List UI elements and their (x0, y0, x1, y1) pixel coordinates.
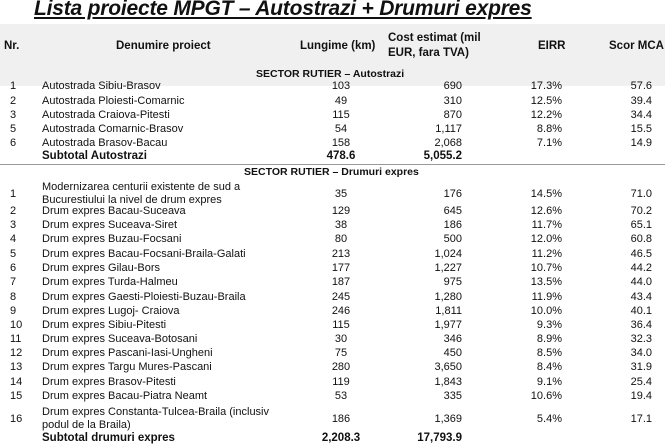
row-number: 1 (10, 188, 17, 200)
row-eirr: 8.5% (536, 347, 562, 359)
row-number: 4 (10, 233, 17, 245)
subtotal-express-length: 2,208.3 (321, 432, 361, 444)
row-mca: 34.0 (630, 347, 652, 359)
row-length: 30 (334, 333, 348, 345)
row-name: Drum expres Suceava-Siret (42, 219, 178, 231)
row-name-line1: Modernizarea centurii existente de sud a (42, 181, 241, 193)
section-divider (0, 164, 665, 165)
row-cost: 3,650 (434, 361, 462, 373)
subtotal-express-label: Subtotal drumuri expres (42, 432, 175, 444)
row-cost: 1,843 (434, 376, 462, 388)
row-mca: 39.4 (630, 95, 652, 107)
row-number: 7 (10, 276, 17, 288)
row-number: 12 (10, 347, 23, 359)
row-length: 54 (334, 123, 348, 135)
row-number: 6 (10, 137, 17, 149)
header-cost: Cost estimat (mil EUR, fara TVA) (388, 32, 481, 59)
row-mca: 44.2 (630, 262, 652, 274)
row-cost: 645 (443, 205, 462, 217)
row-cost: 1,280 (434, 291, 462, 303)
row-number: 5 (10, 123, 17, 135)
subtotal-express-cost: 17,793.9 (417, 432, 462, 444)
row-number: 2 (10, 205, 17, 217)
row-name: Drum expres Gaesti-Ploiesti-Buzau-Braila (42, 291, 246, 303)
row-name: Autostrada Brasov-Bacau (42, 137, 168, 149)
row-name-line2: podul de la Braila) (42, 419, 131, 431)
row-name-line2: Bucurestiului la nivel de drum expres (42, 194, 222, 206)
row-cost: 1,117 (435, 123, 462, 135)
row-mca: 65.1 (630, 219, 652, 231)
row-mca: 57.6 (630, 80, 652, 92)
row-eirr: 10.7% (530, 262, 562, 274)
subtotal-motorways-label: Subtotal Autostrazi (42, 150, 147, 162)
row-name: Drum expres Bacau-Focsani-Braila-Galati (42, 248, 246, 260)
page-title: Lista proiecte MPGT – Autostrazi + Drumuri expres (34, 0, 532, 20)
row-cost: 1,811 (435, 305, 462, 317)
row-name: Drum expres Gilau-Bors (42, 262, 160, 274)
row-number: 8 (10, 291, 17, 303)
row-mca: 31.9 (630, 361, 652, 373)
row-eirr: 9.1% (536, 376, 562, 388)
row-length: 80 (334, 233, 348, 245)
row-cost: 1,369 (434, 413, 462, 425)
row-name: Drum expres Sibiu-Pitesti (42, 319, 167, 331)
row-length: 158 (331, 137, 351, 149)
row-cost: 870 (443, 109, 462, 121)
row-name: Drum expres Suceava-Botosani (42, 333, 198, 345)
row-mca: 43.4 (630, 291, 652, 303)
section-motorways: SECTOR RUTIER – Autostrazi (256, 68, 405, 80)
row-cost: 2,068 (434, 137, 462, 149)
row-eirr: 10.0% (530, 305, 562, 317)
row-eirr: 12.2% (530, 109, 562, 121)
row-eirr: 7.1% (536, 137, 562, 149)
row-mca: 14.9 (630, 137, 652, 149)
row-length: 186 (331, 413, 351, 425)
header-length: Lungime (km) (300, 40, 376, 52)
row-number: 1 (10, 80, 17, 92)
row-name: Autostrada Comarnic-Brasov (42, 123, 184, 135)
row-number: 6 (10, 262, 17, 274)
row-number: 15 (10, 390, 23, 402)
row-name: Drum expres Targu Mures-Pascani (42, 361, 212, 373)
row-cost: 346 (443, 333, 462, 345)
row-eirr: 8.8% (536, 123, 562, 135)
row-eirr: 10.6% (530, 390, 562, 402)
row-length: 177 (331, 262, 351, 274)
row-name: Autostrada Sibiu-Brasov (42, 80, 161, 92)
row-length: 49 (334, 95, 348, 107)
row-eirr: 11.9% (531, 291, 562, 303)
row-number: 5 (10, 248, 17, 260)
row-mca: 32.3 (630, 333, 652, 345)
row-number: 16 (10, 413, 23, 425)
row-cost: 310 (443, 95, 462, 107)
row-number: 3 (10, 219, 17, 231)
row-length: 280 (331, 361, 351, 373)
header-nr: Nr. (4, 40, 20, 52)
row-mca: 36.4 (630, 319, 652, 331)
header-name: Denumire proiect (116, 40, 211, 52)
row-eirr: 13.5% (530, 276, 562, 288)
header-eirr: EIRR (538, 40, 566, 52)
row-cost: 1,227 (434, 262, 462, 274)
row-eirr: 17.3% (530, 80, 562, 92)
row-eirr: 8.4% (536, 361, 562, 373)
row-number: 13 (10, 361, 23, 373)
row-name: Drum expres Lugoj- Craiova (42, 305, 180, 317)
row-mca: 60.8 (630, 233, 652, 245)
row-cost: 1,024 (434, 248, 462, 260)
row-mca: 70.2 (630, 205, 652, 217)
row-cost: 500 (443, 233, 462, 245)
row-length: 38 (334, 219, 348, 231)
row-eirr: 12.6% (530, 205, 562, 217)
row-name: Drum expres Brasov-Pitesti (42, 376, 176, 388)
row-name: Drum expres Pascani-Iasi-Ungheni (42, 347, 213, 359)
section-express: SECTOR RUTIER – Drumuri expres (244, 166, 419, 178)
row-length: 187 (331, 276, 351, 288)
row-number: 11 (10, 333, 22, 345)
row-eirr: 5.4% (536, 413, 562, 425)
row-length: 115 (332, 319, 350, 331)
row-length: 246 (331, 305, 351, 317)
row-cost: 975 (443, 276, 462, 288)
row-cost: 186 (443, 219, 462, 231)
row-eirr: 9.3% (536, 319, 562, 331)
row-eirr: 14.5% (530, 188, 562, 200)
row-number: 2 (10, 95, 17, 107)
row-name: Drum expres Bacau-Suceava (42, 205, 186, 217)
row-length: 119 (332, 376, 350, 388)
row-cost: 450 (443, 347, 462, 359)
row-name: Drum expres Turda-Halmeu (42, 276, 178, 288)
row-cost: 176 (443, 188, 462, 200)
row-name: Autostrada Craiova-Pitesti (42, 109, 170, 121)
row-eirr: 11.2% (531, 248, 562, 260)
subtotal-motorways-length: 478.6 (326, 150, 356, 162)
row-number: 9 (10, 305, 17, 317)
row-name: Drum expres Buzau-Focsani (42, 233, 182, 245)
row-length: 129 (331, 205, 351, 217)
row-length: 35 (334, 188, 348, 200)
row-eirr: 11.7% (531, 219, 562, 231)
row-mca: 44.0 (630, 276, 652, 288)
row-cost: 690 (443, 80, 462, 92)
row-mca: 71.0 (630, 188, 652, 200)
header-mca: Scor MCA (609, 40, 664, 52)
row-cost: 1,977 (434, 319, 462, 331)
row-number: 14 (10, 376, 23, 388)
row-mca: 19.4 (630, 390, 652, 402)
row-number: 3 (10, 109, 17, 121)
row-mca: 34.4 (630, 109, 652, 121)
row-mca: 25.4 (630, 376, 652, 388)
row-name-line1: Drum expres Constanta-Tulcea-Braila (inclusiv (42, 406, 270, 418)
row-mca: 40.1 (630, 305, 652, 317)
row-eirr: 8.9% (536, 333, 562, 345)
row-mca: 46.5 (630, 248, 652, 260)
row-eirr: 12.0% (530, 233, 562, 245)
row-length: 213 (331, 248, 351, 260)
row-mca: 17.1 (630, 413, 652, 425)
row-name: Drum expres Bacau-Piatra Neamt (42, 390, 208, 402)
row-length: 245 (331, 291, 351, 303)
row-number: 10 (10, 319, 23, 331)
row-cost: 335 (443, 390, 462, 402)
subtotal-motorways-cost: 5,055.2 (423, 150, 462, 162)
row-length: 115 (332, 109, 350, 121)
row-length: 75 (334, 347, 348, 359)
row-eirr: 12.5% (530, 95, 562, 107)
row-length: 53 (334, 390, 348, 402)
row-length: 103 (331, 80, 351, 92)
row-name: Autostrada Ploiesti-Comarnic (42, 95, 185, 107)
row-mca: 15.5 (630, 123, 652, 135)
